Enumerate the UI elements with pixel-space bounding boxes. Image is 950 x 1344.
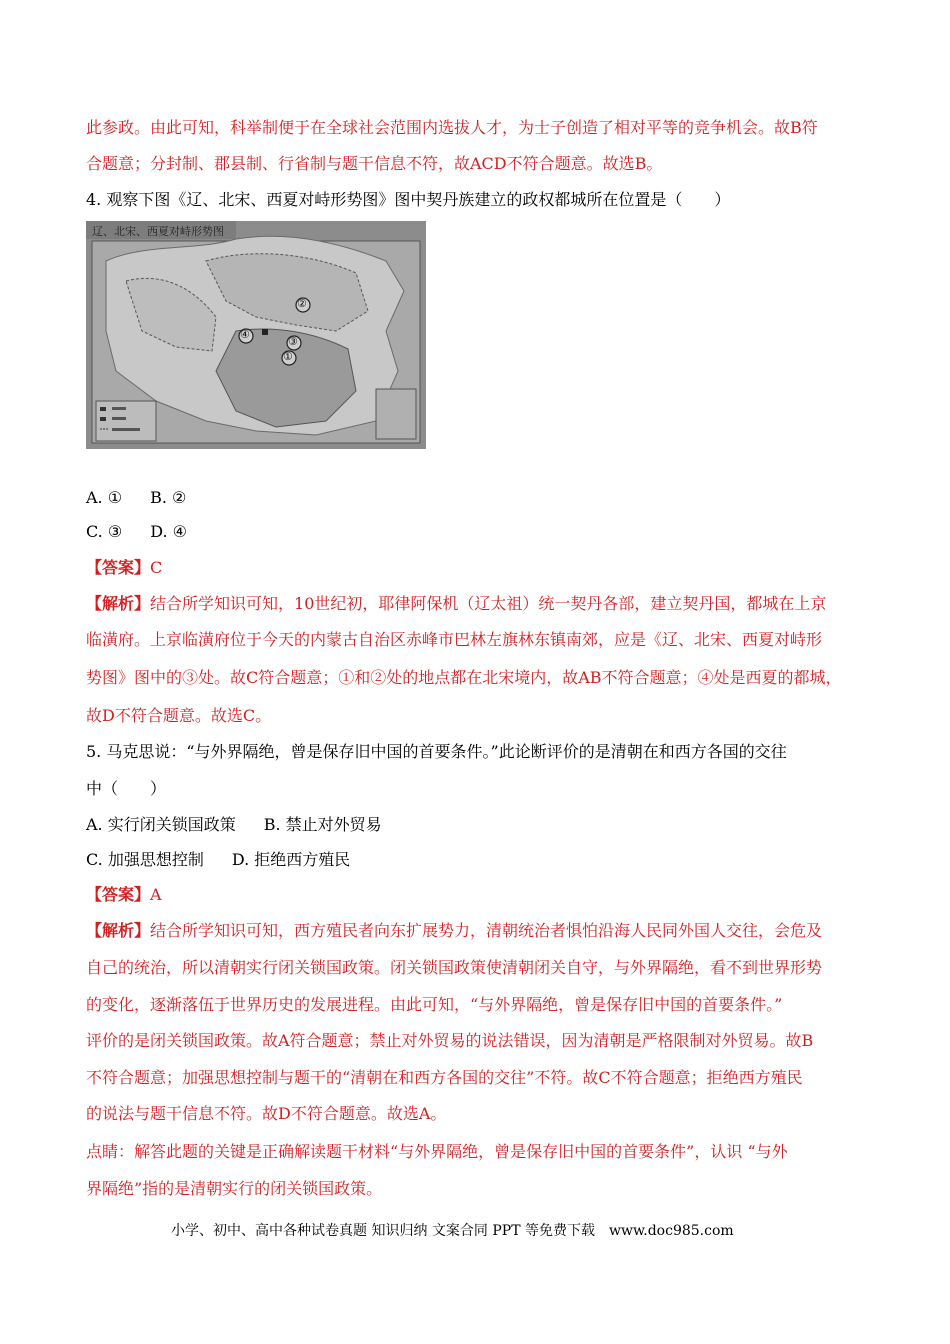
page-footer: 小学、初中、高中各种试卷真题 知识归纳 文案合同 PPT 等免费下载 www.doc985.com [171, 1223, 734, 1239]
q5-analysis-line: 自己的统治，所以清朝实行闭关锁国政策。闭关锁国政策使清朝闭关自守，与外界隔绝，看不到世界形势 [86, 958, 823, 977]
option-c: C. ③ [86, 522, 123, 541]
map-marker-4: ④ [240, 328, 250, 341]
answer-value: A [150, 885, 162, 904]
answer-tag: 【答案】 [86, 885, 151, 904]
prev-analysis-line: 合题意；分封制、郡县制、行省制与题干信息不符，故ACD不符合题意。故选B。 [86, 154, 663, 173]
q5-options-row-1 [86, 815, 382, 835]
analysis-tag: 【解析】 [86, 921, 151, 940]
option-a: A. ① [86, 488, 123, 507]
prev-analysis-line: 此参政。由此可知，科举制便于在全球社会范围内选拔人才，为士子创造了相对平等的竞争机会。故B符 [86, 118, 818, 137]
q4-answer [86, 558, 162, 578]
option-d: D. ④ [150, 522, 187, 541]
q5-options-row-2 [86, 850, 350, 870]
q5-tip-line: 点睛：解答此题的关键是正确解读题干材料“与外界隔绝，曾是保存旧中国的首要条件”，认识 “与外 [86, 1142, 788, 1161]
option-b: B. 禁止对外贸易 [263, 815, 382, 834]
q4-analysis-line: 势图》图中的③处。故C符合题意；①和②处的地点都在北宋境内，故AB不符合题意；④处是西夏的都城， [86, 668, 842, 687]
map-title: 辽、北宋、西夏对峙形势图 [92, 225, 224, 238]
q4-stem: 4. 观察下图《辽、北宋、西夏对峙形势图》图中契丹族建立的政权都城所在位置是（ ） [86, 190, 731, 209]
answer-value: C [150, 558, 163, 577]
option-a: A. 实行闭关锁国政策 [86, 815, 236, 834]
q5-analysis-line: 的变化，逐渐落伍于世界历史的发展进程。由此可知，“与外界隔绝，曾是保存旧中国的首要条件。” [86, 995, 783, 1014]
q5-analysis-line: 不符合题意；加强思想控制与题干的“清朝在和西方各国的交往”不符。故C不符合题意；拒绝西方殖民 [86, 1068, 803, 1087]
q5-analysis-line: 评价的是闭关锁国政策。故A符合题意；禁止对外贸易的说法错误，因为清朝是严格限制对外贸易。故B [86, 1031, 814, 1050]
map-drawing [86, 221, 426, 449]
map-marker-3: ① [283, 350, 293, 363]
q5-stem: 中（ ） [86, 779, 167, 798]
q4-analysis-line: 临潢府。上京临潢府位于今天的内蒙古自治区赤峰市巴林左旗林东镇南郊，应是《辽、北宋、西夏对峙形 [86, 630, 823, 649]
option-c: C. 加强思想控制 [86, 850, 204, 869]
q5-answer [86, 885, 162, 905]
q5-analysis-line [86, 921, 822, 941]
option-b: B. ② [150, 488, 187, 507]
q5-analysis-line: 的说法与题干信息不符。故D不符合题意。故选A。 [86, 1104, 447, 1123]
q4-analysis-line [86, 594, 826, 614]
analysis-tag: 【解析】 [86, 594, 151, 613]
analysis-text: 结合所学知识可知，10世纪初，耶律阿保机（辽太祖）统一契丹各部，建立契丹国，都城在上京 [150, 594, 827, 613]
answer-tag: 【答案】 [86, 558, 151, 577]
q4-options-row-1 [86, 488, 186, 508]
q4-options-row-2 [86, 522, 187, 542]
map-marker-2: ③ [288, 335, 298, 348]
historical-map-image [86, 221, 426, 449]
analysis-text: 结合所学知识可知，西方殖民者向东扩展势力，清朝统治者惧怕沿海人民同外国人交往，会危及 [150, 921, 823, 940]
map-marker-1: ② [297, 297, 307, 310]
q4-analysis-line: 故D不符合题意。故选C。 [86, 706, 272, 725]
q5-stem: 5. 马克思说：“与外界隔绝，曾是保存旧中国的首要条件。”此论断评价的是清朝在和西方各国的交往 [86, 742, 787, 761]
q5-tip-line: 界隔绝”指的是清朝实行的闭关锁国政策。 [86, 1179, 383, 1198]
option-d: D. 拒绝西方殖民 [231, 850, 351, 869]
